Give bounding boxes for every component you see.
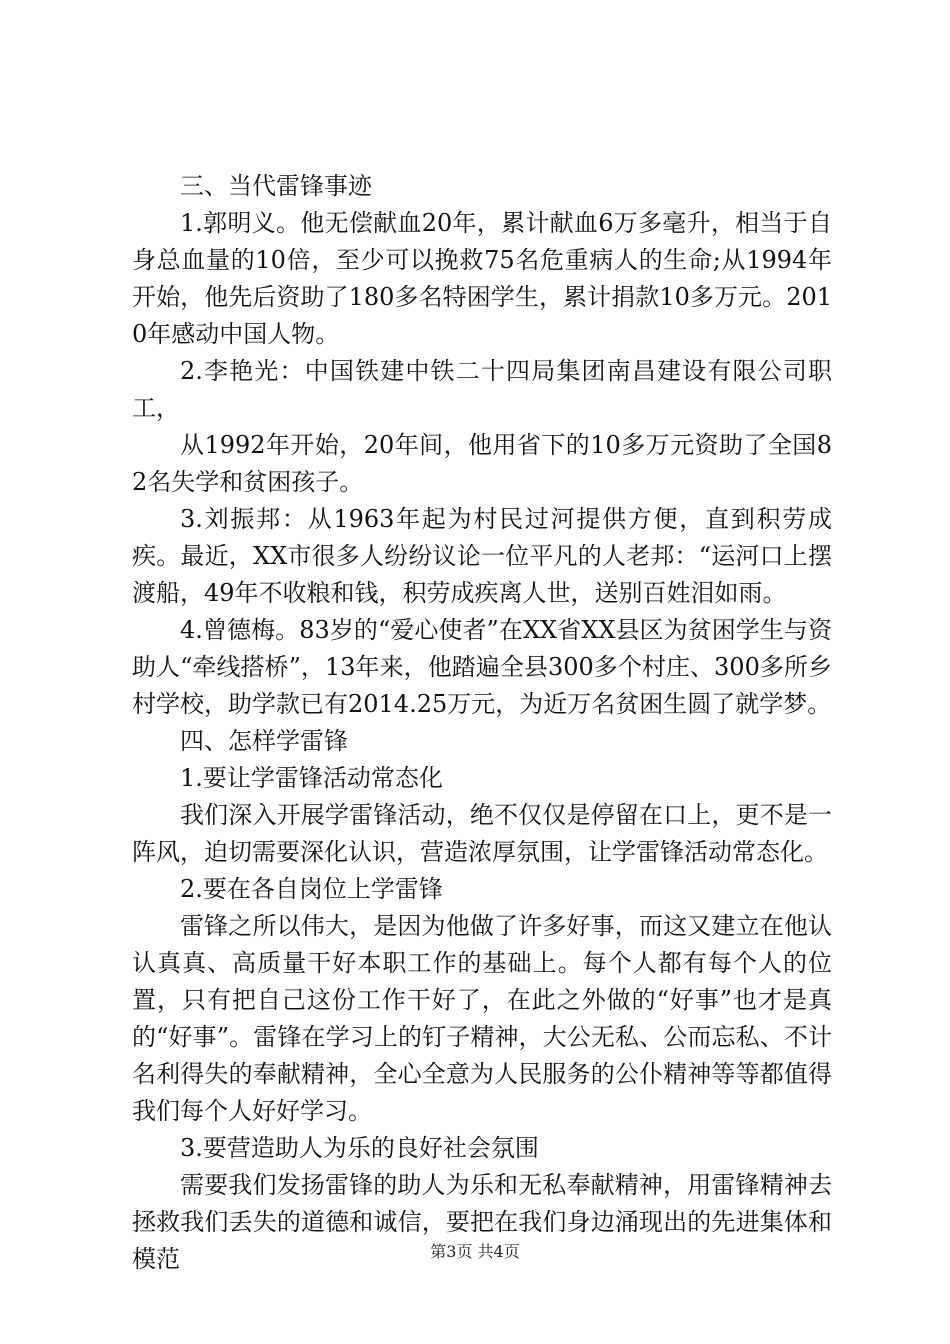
page-number-footer: 第3页 共4页 — [430, 1242, 520, 1261]
subheading-normalize-activities: 1.要让学雷锋活动常态化 — [180, 764, 443, 792]
paragraph-li-yanguang-continued: 从1992年开始，20年间，他用省下的10多万元资助了全国82名失学和贫困孩子。 — [132, 431, 832, 496]
paragraph-zeng-demei: 4.曾德梅。83岁的“爱心使者”在XX省XX县区为贫困学生与资助人“牵线搭桥”，13年来，他踏遍全县300多个村庄、300多所乡村学校，助学款已有2014.25万元，为近万名贫困生圆了就学梦。 — [132, 616, 832, 718]
paragraph-liu-zhenbang: 3.刘振邦：从1963年起为村民过河提供方便，直到积劳成疾。最近，XX市很多人纷纷议论一位平凡的人老邦：“运河口上摆渡船，49年不收粮和钱，积劳成疾离人世，送别百姓泪如雨。 — [132, 505, 832, 607]
paragraph-li-yanguang: 2.李艳光：中国铁建中铁二十四局集团南昌建设有限公司职工， — [132, 357, 832, 422]
paragraph-guo-mingyi: 1.郭明义。他无偿献血20年，累计献血6万多毫升，相当于自身总血量的10倍，至少可以挽救75名危重病人的生命;从1994年开始，他先后资助了180多名特困学生，累计捐款10多万元。2010年感动中国人物。 — [132, 209, 832, 348]
paragraph-social-atmosphere: 需要我们发扬雷锋的助人为乐和无私奉献精神，用雷锋精神去拯救我们丢失的道德和诚信，要把在我们身边涌现出的先进集体和模范 — [132, 1171, 832, 1273]
paragraph-learn-at-post: 雷锋之所以伟大，是因为他做了许多好事，而这又建立在他认认真真、高质量干好本职工作的基础上。每个人都有每个人的位置，只有把自己这份工作干好了，在此之外做的“好事”也才是真的“好事”。雷锋在学习上的钉子精神，大公无私、公而忘私、不计名利得失的奉献精神，全心全意为人民服务的公仆精神等等都值得我们每个人好好学习。 — [132, 912, 832, 1125]
section-heading-contemporary-leifeng: 三、当代雷锋事迹 — [180, 172, 372, 200]
section-heading-how-to-learn: 四、怎样学雷锋 — [180, 727, 348, 755]
paragraph-normalize-activities: 我们深入开展学雷锋活动，绝不仅仅是停留在口上，更不是一阵风，迫切需要深化认识，营造浓厚氛围，让学雷锋活动常态化。 — [132, 801, 832, 866]
subheading-learn-at-post: 2.要在各自岗位上学雷锋 — [180, 875, 443, 903]
subheading-social-atmosphere: 3.要营造助人为乐的良好社会氛围 — [180, 1134, 539, 1162]
document-body — [132, 168, 832, 1278]
